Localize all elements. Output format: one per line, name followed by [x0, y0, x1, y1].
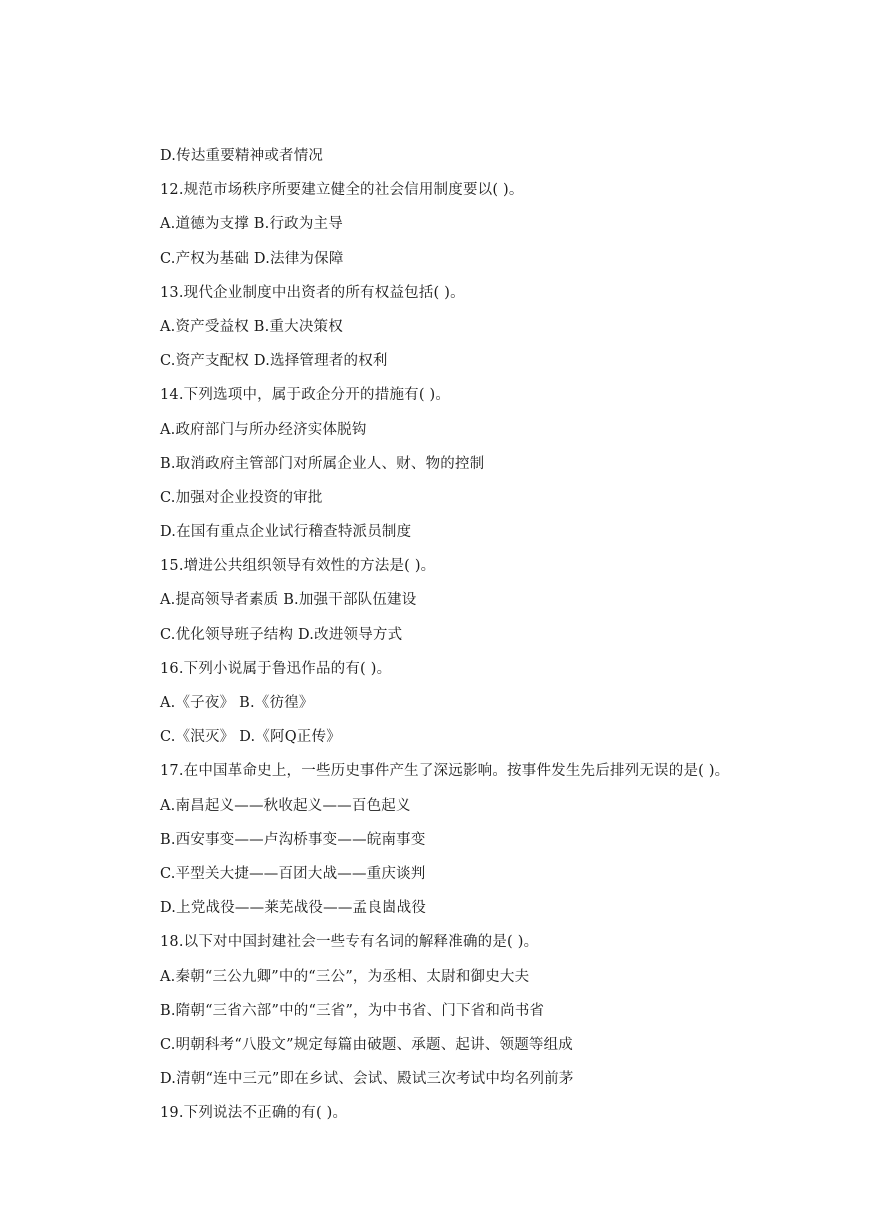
text-line: A.南昌起义——秋收起义——百色起义 — [160, 797, 411, 814]
text-line: C.优化领导班子结构 D.改进领导方式 — [160, 626, 403, 643]
text-line: D.在国有重点企业试行稽查特派员制度 — [160, 524, 412, 541]
text-line: A.道德为支撑 B.行政为主导 — [160, 216, 343, 233]
text-line: A.提高领导者素质 B.加强干部队伍建设 — [160, 592, 417, 609]
text-line: 19.下列说法不正确的有( )。 — [160, 1105, 348, 1122]
text-line: A.秦朝“三公九卿”中的“三公”，为丞相、太尉和御史大夫 — [160, 968, 530, 985]
text-line: C.资产支配权 D.选择管理者的权利 — [160, 353, 388, 370]
text-line: 14.下列选项中，属于政企分开的措施有( )。 — [160, 387, 451, 404]
text-line: 18.以下对中国封建社会一些专有名词的解释准确的是( )。 — [160, 934, 539, 951]
exam-question-list — [160, 144, 840, 1135]
text-line: D.上党战役——莱芜战役——孟良崮战役 — [160, 900, 427, 917]
text-line: 15.增进公共组织领导有效性的方法是( )。 — [160, 558, 436, 575]
text-line: C.《泯灭》 D.《阿Q正传》 — [160, 729, 341, 746]
text-line: 17.在中国革命史上，一些历史事件产生了深远影响。按事件发生先后排列无误的是( )。 — [160, 763, 730, 780]
text-line: A.《子夜》 B.《彷徨》 — [160, 695, 314, 711]
text-line: 13.现代企业制度中出资者的所有权益包括( )。 — [160, 284, 465, 301]
text-line: A.政府部门与所办经济实体脱钩 — [160, 421, 367, 438]
text-line: B.隋朝“三省六部”中的“三省”，为中书省、门下省和尚书省 — [160, 1002, 545, 1019]
text-line: 12.规范市场秩序所要建立健全的社会信用制度要以( )。 — [160, 182, 524, 199]
text-line: D.传达重要精神或者情况 — [160, 148, 324, 164]
text-line: D.清朝“连中三元”即在乡试、会试、殿试三次考试中均名列前茅 — [160, 1071, 574, 1088]
text-line: 16.下列小说属于鲁迅作品的有( )。 — [160, 660, 392, 677]
text-line: C.加强对企业投资的审批 — [160, 489, 323, 506]
text-line: B.取消政府主管部门对所属企业人、财、物的控制 — [160, 455, 485, 472]
text-line: C.产权为基础 D.法律为保障 — [160, 250, 344, 267]
text-line: A.资产受益权 B.重大决策权 — [160, 318, 343, 335]
text-line: C.平型关大捷——百团大战——重庆谈判 — [160, 865, 426, 882]
text-line: B.西安事变——卢沟桥事变——皖南事变 — [160, 831, 426, 848]
text-line: C.明朝科考“八股文”规定每篇由破题、承题、起讲、领题等组成 — [160, 1036, 574, 1053]
